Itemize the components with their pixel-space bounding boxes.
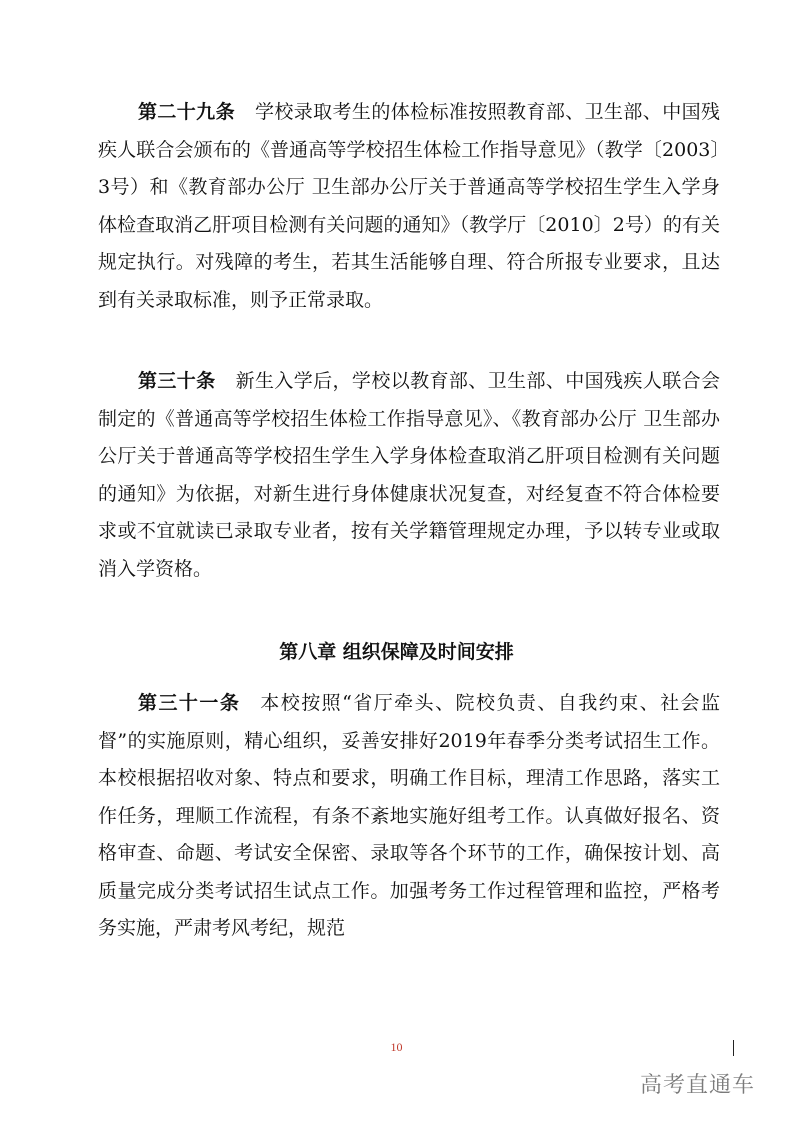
- article-31-heading: 第三十一条: [138, 692, 241, 714]
- article-29-text: 学校录取考生的体检标准按照教育部、卫生部、中国残疾人联合会颁布的《普通高等学校招生体检工作指导意见》（教学〔2003〕3号）和《教育部办公厅 卫生部办公厅关于普通高等学校招生学生入学身体检查取消乙肝项目检测有关问题的通知》（教学厅〔2010〕2号）的有关规定执行。对残障的考生，若其生活能够自理、符合所报专业要求，且达到有关录取标准，则予正常录取。: [98, 101, 720, 311]
- article-29-paragraph: [98, 94, 720, 319]
- article-29-heading: 第二十九条: [138, 101, 235, 123]
- article-30-text: 新生入学后，学校以教育部、卫生部、中国残疾人联合会制定的《普通高等学校招生体检工作指导意见》、《教育部办公厅 卫生部办公厅关于普通高等学校招生学生入学身体检查取消乙肝项目检测有关问题的通知》为依据，对新生进行身体健康状况复查，对经复查不符合体检要求或不宜就读已录取专业者，按有关学籍管理规定办理，予以转专业或取消入学资格。: [98, 370, 720, 580]
- article-30-heading: 第三十条: [138, 370, 216, 392]
- article-30-paragraph: [98, 363, 720, 588]
- article-31-paragraph: [98, 685, 720, 948]
- article-31-text: 本校按照“省厅牵头、院校负责、自我约束、社会监督”的实施原则，精心组织，妥善安排好2019年春季分类考试招生工作。本校根据招收对象、特点和要求，明确工作目标，理清工作思路，落实工作任务，理顺工作流程，有条不紊地实施好组考工作。认真做好报名、资格审查、命题、考试安全保密、录取等各个环节的工作，确保按计划、高质量完成分类考试招生试点工作。加强考务工作过程管理和监控，严格考务实施，严肃考风考纪，规范: [98, 692, 720, 939]
- page-number: 10: [390, 1040, 403, 1054]
- margin-divider: [733, 1040, 734, 1056]
- watermark-logo: 高考直通车: [640, 1073, 756, 1098]
- chapter-8-title: 第八章 组织保障及时间安排: [279, 641, 514, 663]
